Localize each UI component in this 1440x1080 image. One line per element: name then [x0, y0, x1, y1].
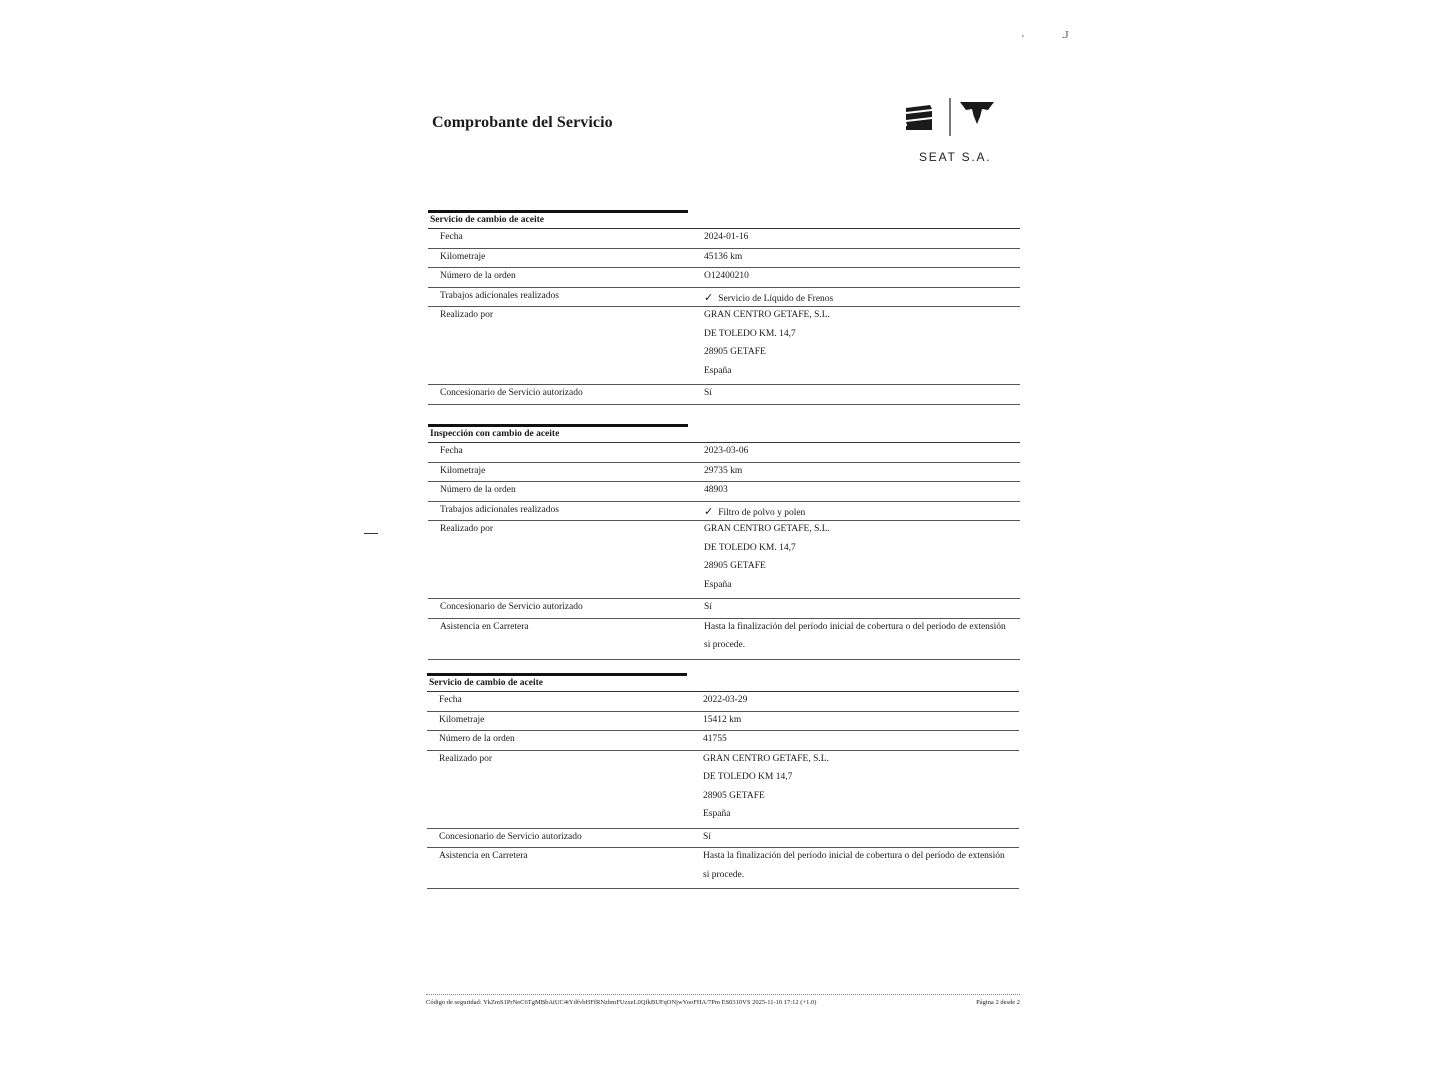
value-text: Sí [704, 602, 712, 612]
row-label: Kilometraje [439, 714, 485, 725]
table-row [428, 385, 1020, 405]
row-label: Número de la orden [440, 271, 516, 281]
row-value [688, 249, 1020, 268]
value-text: DE TOLEDO KM. 14,7 [704, 542, 796, 553]
row-label: Realizado por [440, 310, 494, 320]
value-text: España [704, 579, 732, 590]
row-label: Asistencia en Carretera [440, 621, 529, 632]
value-line [704, 347, 1020, 366]
value-line [703, 754, 1019, 773]
section-title: Servicio de cambio de aceite [430, 215, 544, 225]
value-line [704, 366, 1020, 385]
table-row [428, 599, 1020, 619]
section-title: Servicio de cambio de aceite [429, 678, 543, 688]
table-row [427, 751, 1019, 829]
seat-logo-icon [902, 96, 1002, 146]
value-text: 28905 GETAFE [704, 347, 766, 357]
value-line [704, 388, 1020, 407]
value-text: 29735 km [704, 465, 743, 476]
table-row [428, 619, 1020, 660]
row-label: Trabajos adicionales realizados [440, 504, 559, 515]
row-label: Concesionario de Servicio autorizado [440, 602, 583, 612]
value-line [704, 561, 1020, 580]
row-value [688, 288, 1020, 307]
row-label: Asistencia en Carretera [439, 851, 528, 861]
value-line [704, 543, 1020, 562]
value-text: DE TOLEDO KM 14,7 [703, 772, 793, 782]
row-value [687, 829, 1019, 848]
section-bar [428, 424, 688, 427]
row-label: Kilometraje [440, 251, 486, 262]
section-rows [428, 443, 1020, 660]
row-value [687, 731, 1019, 750]
row-value [688, 482, 1020, 501]
row-label: Fecha [439, 695, 462, 705]
table-row [428, 502, 1020, 522]
security-code: Código de seguridad: YkZmS1PrNeC6TgMBbAtUC4tYdfvbHFfRNzbmFUzxeL0QfkBUFqONjwYooFHA/7Pm ES0310VS 2025-11-10 17:12 (+1.0) [426, 999, 817, 1006]
page-number: Página 2 desde 2 [976, 999, 1020, 1006]
value-text: Servicio de Líquido de Frenos [718, 293, 834, 304]
row-label: Fecha [440, 232, 463, 242]
row-label: Concesionario de Servicio autorizado [440, 388, 583, 398]
table-row [428, 463, 1020, 483]
row-value [688, 307, 1020, 384]
row-value [687, 712, 1019, 731]
cupra-logo-icon [960, 102, 994, 132]
document-title: Comprobante del Servicio [432, 114, 613, 131]
value-line [704, 622, 1020, 641]
value-line [703, 772, 1019, 791]
checkmark-icon: ✓ [704, 291, 714, 304]
row-value [688, 463, 1020, 482]
table-row [428, 229, 1020, 249]
value-text: 15412 km [703, 714, 742, 725]
table-row [427, 848, 1019, 889]
table-row [428, 521, 1020, 599]
row-value [687, 848, 1019, 888]
value-text: Sí [703, 831, 711, 842]
checkmark-icon: ✓ [704, 505, 714, 518]
row-label: Número de la orden [440, 485, 516, 495]
table-row [428, 443, 1020, 463]
value-line [704, 640, 1020, 659]
scan-margin-dash [364, 533, 378, 534]
seat-cupra-logo [902, 96, 1002, 166]
row-label: Fecha [440, 446, 463, 456]
row-label: Número de la orden [439, 734, 515, 744]
value-text: si procede. [704, 640, 746, 650]
value-text: 2023-03-06 [704, 446, 749, 456]
value-line [704, 329, 1020, 348]
table-row [428, 482, 1020, 502]
value-text: 45136 km [704, 251, 743, 262]
scan-mark: .J [1062, 30, 1069, 41]
value-text: Sí [704, 388, 712, 398]
value-text: España [703, 809, 731, 819]
value-text: 2022-03-29 [703, 695, 748, 705]
table-row [428, 288, 1020, 308]
row-value [688, 521, 1020, 598]
row-value [687, 692, 1019, 711]
row-label: Realizado por [440, 524, 494, 534]
row-value [688, 385, 1020, 404]
value-line [704, 310, 1020, 329]
table-row [427, 712, 1019, 732]
row-value [687, 751, 1019, 828]
row-value [688, 619, 1020, 659]
value-text: 28905 GETAFE [703, 790, 765, 801]
row-value [688, 229, 1020, 248]
row-label: Trabajos adicionales realizados [440, 290, 559, 301]
row-value [688, 443, 1020, 462]
value-line [703, 870, 1019, 889]
footer [426, 994, 1020, 1006]
value-text: Hasta la finalización del período inicial de cobertura o del período de extensión [703, 851, 1005, 861]
value-text: GRAN CENTRO GETAFE, S.L. [704, 310, 830, 320]
value-text: 28905 GETAFE [704, 561, 766, 571]
section-title: Inspección con cambio de aceite [430, 429, 560, 439]
row-label: Kilometraje [440, 465, 486, 476]
table-row [427, 692, 1019, 712]
section-bar [428, 210, 688, 213]
brand-name: SEAT S.A. [919, 150, 992, 164]
value-text: GRAN CENTRO GETAFE, S.L. [704, 524, 830, 534]
row-value [688, 599, 1020, 618]
row-label: Concesionario de Servicio autorizado [439, 831, 582, 842]
row-value [688, 502, 1020, 521]
table-row [427, 731, 1019, 751]
row-value [688, 268, 1020, 287]
value-line [703, 851, 1019, 870]
value-text: si procede. [703, 869, 745, 880]
scan-mark: ' [1022, 34, 1024, 45]
row-label: Realizado por [439, 753, 493, 764]
value-line [703, 809, 1019, 828]
section-bar [427, 673, 687, 676]
table-row [427, 829, 1019, 849]
table-row [428, 268, 1020, 288]
value-text: Hasta la finalización del período inicial de cobertura o del período de extensión [704, 621, 1006, 632]
value-text: DE TOLEDO KM. 14,7 [704, 328, 796, 339]
value-text: 2024-01-16 [704, 232, 749, 242]
value-text: O12400210 [704, 271, 749, 281]
value-text: 41755 [703, 734, 727, 744]
value-text: Filtro de polvo y polen [718, 507, 806, 518]
section-rows [427, 692, 1019, 889]
table-row [428, 249, 1020, 269]
value-text: España [704, 365, 732, 376]
value-text: 48903 [704, 485, 728, 495]
section-rows [428, 229, 1020, 405]
value-line [704, 524, 1020, 543]
value-text: GRAN CENTRO GETAFE, S.L. [703, 753, 829, 764]
table-row [428, 307, 1020, 385]
value-line [704, 580, 1020, 599]
value-line [703, 791, 1019, 810]
